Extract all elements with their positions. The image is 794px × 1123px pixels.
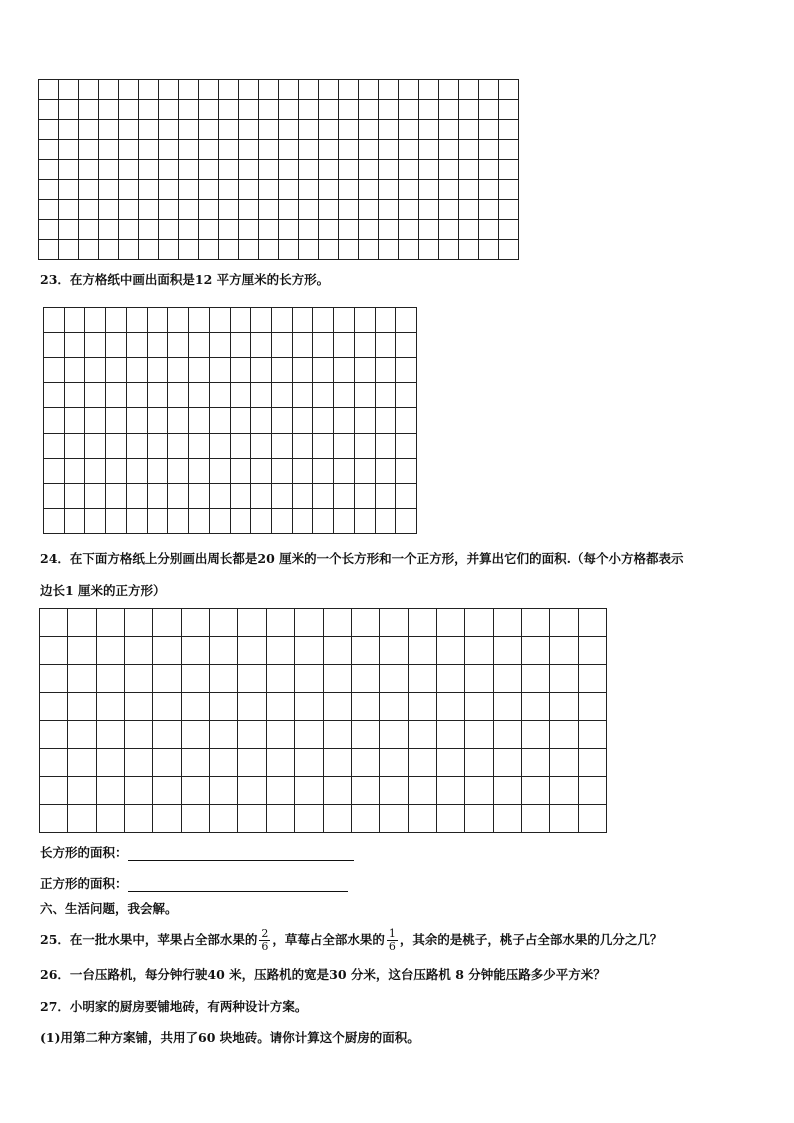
question-24-text-cont: 边长1 厘米的正方形）	[40, 583, 166, 598]
fraction-1-numerator: 2	[261, 927, 269, 940]
question-26	[40, 967, 606, 983]
grid-lines	[38, 79, 519, 260]
rectangle-area-answer-blank[interactable]	[128, 846, 354, 861]
grid-paper-question-24	[39, 608, 607, 833]
question-27-part-1	[40, 1030, 420, 1046]
fraction-two-sixths	[259, 928, 270, 953]
question-26-text: 26．一台压路机，每分钟行驶40 米，压路机的宽是30 分米，这台压路机 8 分钟能压路多少平方米？	[40, 967, 606, 982]
grid-lines	[43, 307, 417, 534]
question-27-text: 27．小明家的厨房要铺地砖，有两种设计方案。	[40, 999, 308, 1014]
square-area-line	[40, 876, 348, 892]
question-24-line-2	[40, 583, 166, 599]
rectangle-area-label: 长方形的面积：	[40, 845, 128, 860]
question-25-part-1: 25．在一批水果中，苹果占全部水果的	[40, 932, 258, 947]
fraction-2-denominator: 6	[388, 940, 396, 953]
question-27	[40, 999, 307, 1015]
question-25-part-3: ，其余的是桃子，桃子占全部水果的几分之几？	[399, 932, 663, 947]
fraction-2-numerator: 1	[388, 927, 396, 940]
question-23-text: 23．在方格纸中画出面积是12 平方厘米的长方形。	[40, 272, 330, 287]
question-24-text: 24．在下面方格纸上分别画出周长都是20 厘米的一个长方形和一个正方形，并算出它们的面积.（每个小方格都表示	[40, 551, 684, 566]
question-25-part-2: ，草莓占全部水果的	[272, 932, 385, 947]
section-6-title-text: 六、生活问题，我会解。	[40, 901, 178, 916]
rectangle-area-line	[40, 845, 354, 861]
question-23	[40, 272, 329, 288]
square-area-label: 正方形的面积：	[40, 876, 128, 891]
question-24-line-1	[40, 551, 684, 567]
section-6-title	[40, 901, 178, 917]
question-27-part-1-text: (1)用第二种方案铺，共用了60 块地砖。请你计算这个厨房的面积。	[40, 1030, 420, 1045]
grid-paper-question-23	[43, 307, 417, 534]
square-area-answer-blank[interactable]	[128, 877, 348, 892]
fraction-1-denominator: 6	[261, 940, 269, 953]
grid-lines	[39, 608, 607, 833]
grid-paper-top	[38, 79, 519, 260]
fraction-one-sixth	[387, 928, 398, 953]
question-25	[40, 928, 662, 953]
